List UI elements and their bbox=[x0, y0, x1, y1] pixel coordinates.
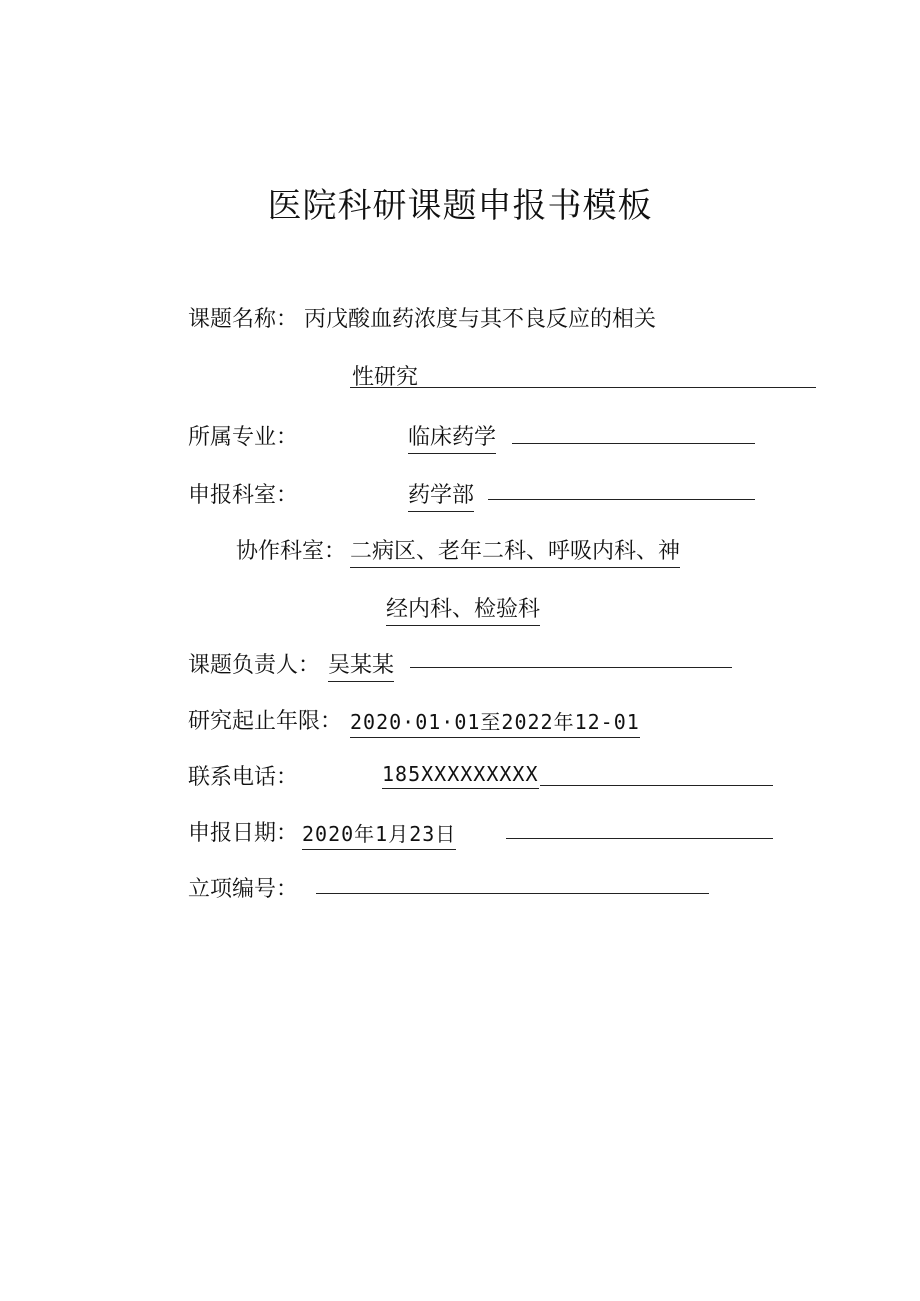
major-underline bbox=[512, 443, 755, 444]
topic-label: 课题名称： bbox=[188, 307, 299, 332]
dept-underline bbox=[488, 499, 755, 500]
phone-value: 185XXXXXXXXX bbox=[382, 762, 539, 789]
date-underline bbox=[506, 838, 773, 839]
phone-label: 联系电话： bbox=[188, 765, 299, 790]
topic-value-line2: 性研究 bbox=[352, 365, 419, 390]
collab-value-line1: 二病区、老年二科、呼吸内科、神 bbox=[350, 534, 680, 568]
topic-underline bbox=[350, 387, 816, 388]
project-no-label: 立项编号： bbox=[188, 877, 299, 902]
leader-value: 吴某某 bbox=[328, 648, 394, 682]
major-label: 所属专业： bbox=[188, 425, 299, 450]
phone-underline bbox=[540, 785, 773, 786]
major-value: 临床药学 bbox=[408, 420, 496, 454]
period-label: 研究起止年限： bbox=[188, 709, 343, 734]
period-value: 2020·01·01至2022年12-01 bbox=[350, 706, 640, 738]
date-label: 申报日期： bbox=[188, 821, 299, 846]
topic-value-line1: 丙戊酸血药浓度与其不良反应的相关 bbox=[304, 307, 657, 332]
document-title: 医院科研课题申报书模板 bbox=[267, 186, 653, 226]
leader-label: 课题负责人： bbox=[188, 653, 321, 678]
leader-underline bbox=[410, 667, 732, 668]
dept-value: 药学部 bbox=[408, 478, 474, 512]
project-no-underline bbox=[316, 893, 709, 894]
collab-label: 协作科室： bbox=[236, 539, 347, 564]
collab-value-line2: 经内科、检验科 bbox=[386, 592, 540, 626]
date-value: 2020年1月23日 bbox=[302, 818, 456, 850]
dept-label: 申报科室： bbox=[188, 483, 299, 508]
